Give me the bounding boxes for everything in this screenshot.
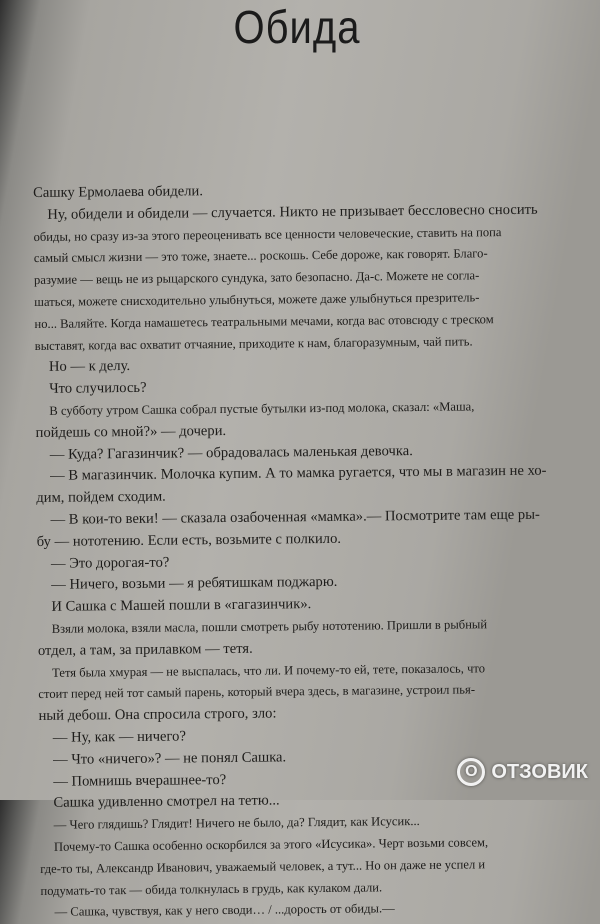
text-line: — Что «ничего»? — не понял Сашка. xyxy=(52,749,287,768)
text-line: подумать-то так — обида толкнулась в грудь, как кулаком дали. xyxy=(40,879,383,898)
text-line: Взяли молока, взяли масла, пошли смотреть рыбу нототению. Пришли в рыбный xyxy=(51,617,488,636)
text-line: бу — нототению. Если есть, возьмите с полкило. xyxy=(36,530,342,550)
text-line: Но — к делу. xyxy=(48,358,131,376)
text-line: — Помнишь вчерашнее-то? xyxy=(53,771,227,790)
text-line: — Сашка, чувствуя, как у него своди… / ...дорость от обиды.— xyxy=(54,901,395,920)
text-line: Тетя была хмурая — не выспалась, что ли. И почему-то ей, тете, показалось, что xyxy=(52,660,486,680)
text-line: выставят, когда вас охватит отчаяние, приходите к нам, благоразумным, чай пить. xyxy=(34,333,473,353)
text-line: шаться, можете снисходительно улыбнуться, можете даже улыбнуться презритель- xyxy=(34,290,480,309)
text-line: но... Валяйте. Когда намашетесь театральными мечами, когда вас отовсюду с треском xyxy=(34,311,494,331)
text-line: самый смысл жизни — это тоже, знаете... роскошь. Себе дороже, как говорят. Благо- xyxy=(33,246,488,266)
text-line: ный дебош. Она спросила строго, зло: xyxy=(38,705,277,725)
text-line: разумие — вещь не из рыцарского сундука, зато безопасно. Да-с. Можете не согла- xyxy=(33,268,480,288)
text-line: — Это дорогая-то? xyxy=(50,554,170,572)
text-line: стоит перед ней тот самый парень, который вчера здесь, в магазине, устроил пья- xyxy=(38,682,476,702)
text-line: пойдешь со мной?» — дочери. xyxy=(35,422,227,441)
text-line: — Ничего, возьми — я ребятишкам поджарю. xyxy=(51,574,338,594)
text-line: — Ну, как — ничего? xyxy=(52,728,186,746)
text-line: где-то ты, Александр Иванович, уважаемый человек, а тут... Но он даже не успел и xyxy=(40,857,486,876)
text-line: Ну, обидели и обидели — случается. Никто не призывает бессловесно сносить xyxy=(47,201,538,223)
text-line: И Сашка с Машей пошли в «гагазинчик». xyxy=(51,596,312,615)
text-line: Что случилось? xyxy=(49,379,147,398)
text-line: — В магазинчик. Молочка купим. А то мамка ругается, что мы в магазин не хо- xyxy=(49,462,547,485)
text-line: Почему-то Сашка особенно оскорбился за этого «Исусика». Черт возьми совсем, xyxy=(53,835,489,854)
text-line: обиды, но сразу из-за этого переоценивать все ценности человеческие, ставить на попа xyxy=(33,224,502,244)
text-line: В субботу утром Сашка собрал пустые бутылки из-под молока, сказал: «Маша, xyxy=(49,399,475,418)
text-line: Сашку Ермолаева обидели. xyxy=(33,183,204,201)
body-text xyxy=(33,177,586,924)
text-line: Сашка удивленно смотрел на тетю... xyxy=(53,792,280,812)
watermark-text: ОТЗОВИК xyxy=(491,760,588,783)
text-line: — Куда? Гагазинчик? — обрадовалась маленькая девочка. xyxy=(49,442,413,463)
otzovik-logo-icon: О xyxy=(457,758,485,786)
text-line: — Чего глядишь? Глядит! Ничего не было, да? Глядит, как Исусик... xyxy=(53,814,420,832)
text-line: — В кои-то веки! — сказала озабоченная «мамка».— Посмотрите там еще ры- xyxy=(50,506,540,528)
chapter-title: Обида xyxy=(233,2,361,54)
text-line: отдел, а там, за прилавком — тетя. xyxy=(37,640,253,659)
otzovik-watermark xyxy=(457,758,588,786)
text-line: дим, пойдем сходим. xyxy=(36,488,166,507)
